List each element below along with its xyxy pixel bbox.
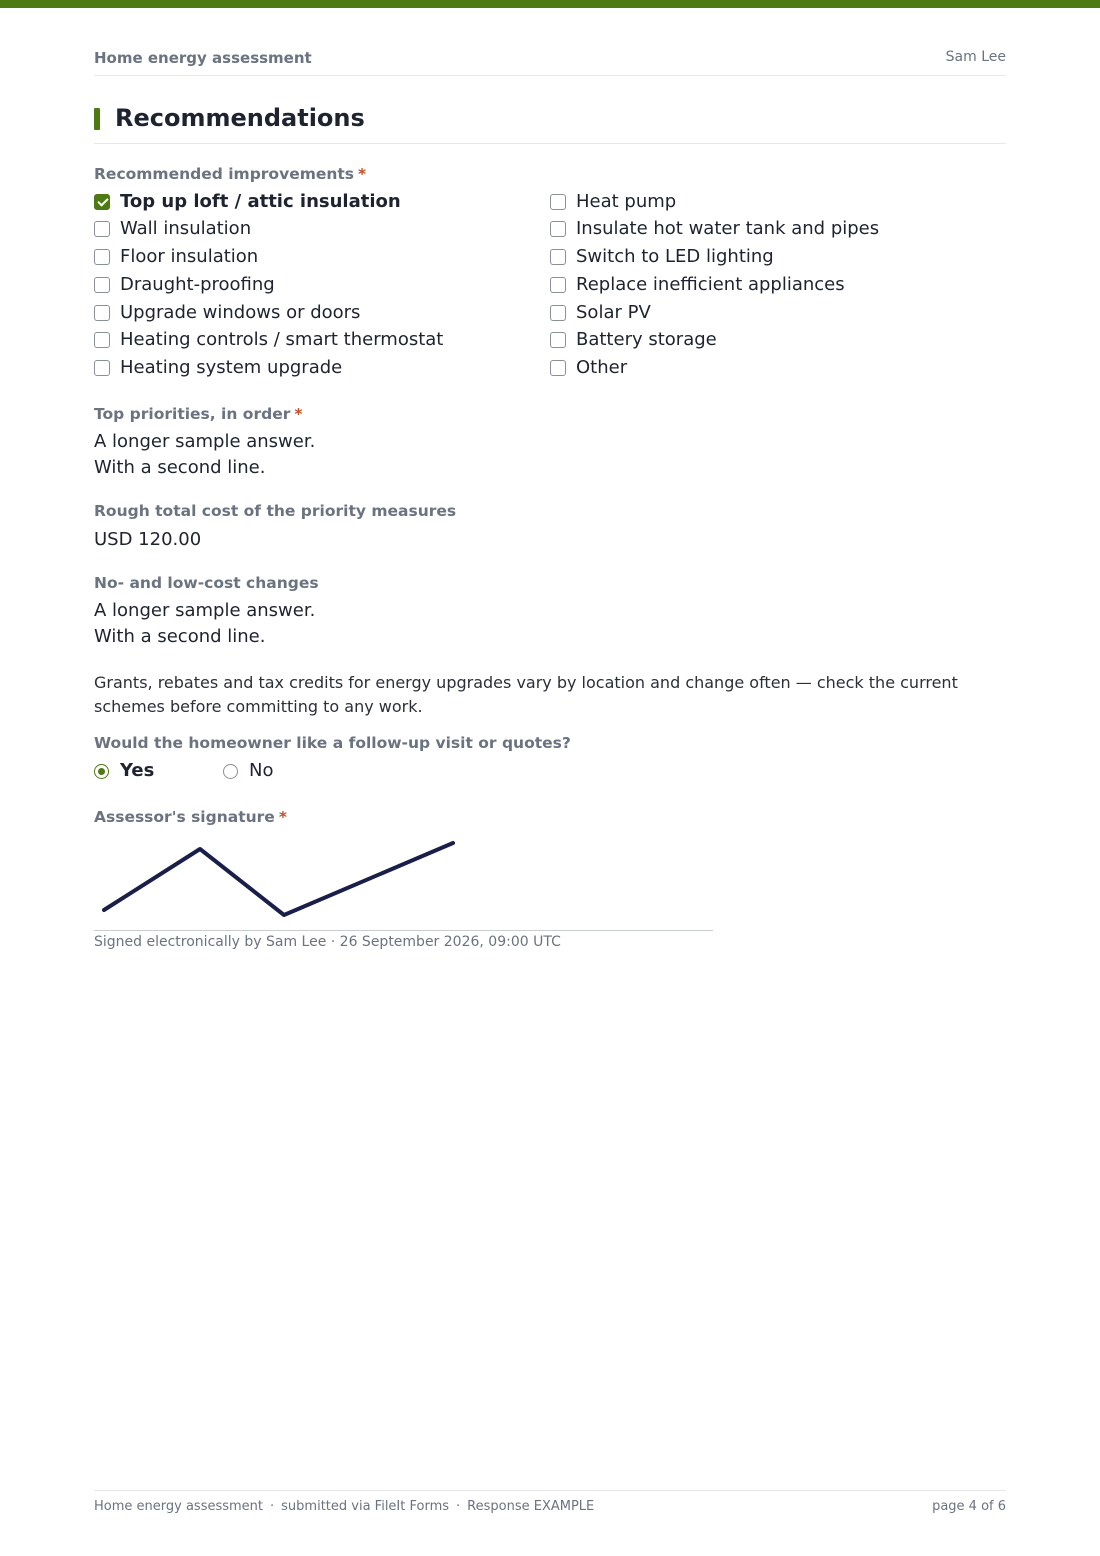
checkbox-checked[interactable] [94, 194, 110, 210]
option-label: Floor insulation [120, 246, 259, 267]
radio-label: No [249, 760, 274, 781]
signature-stroke [104, 843, 453, 915]
checkbox[interactable] [94, 221, 110, 237]
improvements-label-text: Recommended improvements [94, 165, 355, 183]
checkbox[interactable] [550, 332, 566, 348]
priorities-label-text: Top priorities, in order [94, 405, 291, 423]
low-cost-label-text: No- and low-cost changes [94, 574, 319, 592]
checkbox[interactable] [550, 194, 566, 210]
follow-up-label [94, 734, 571, 752]
option-label: Switch to LED lighting [576, 246, 774, 267]
checkbox[interactable] [94, 277, 110, 293]
option-label: Top up loft / attic insulation [120, 191, 401, 212]
checkbox[interactable] [550, 277, 566, 293]
signature-pad[interactable] [94, 832, 713, 931]
radio-dot[interactable] [223, 764, 238, 779]
footer-form-name: Home energy assessment [94, 1499, 264, 1514]
option-label: Other [576, 357, 628, 378]
low-cost-answer [94, 598, 315, 650]
section-title: Recommendations [115, 104, 365, 132]
footer-separator: · [270, 1499, 275, 1514]
priorities-label [94, 405, 302, 423]
checkbox[interactable] [550, 360, 566, 376]
low-cost-label [94, 574, 319, 592]
option-label: Solar PV [576, 302, 651, 323]
priorities-answer [94, 429, 315, 481]
page-footer [94, 1490, 1006, 1521]
answer-line: With a second line. [94, 457, 266, 478]
signature-caption: Signed electronically by Sam Lee · 26 September 2026, 09:00 UTC [94, 934, 561, 950]
respondent-name: Sam Lee [945, 49, 1006, 65]
option-label: Insulate hot water tank and pipes [576, 218, 880, 239]
follow-up-label-text: Would the homeowner like a follow-up visit or quotes? [94, 734, 571, 752]
checkbox[interactable] [94, 360, 110, 376]
section-heading [94, 104, 1006, 144]
required-marker: * [358, 165, 367, 183]
checkbox[interactable] [550, 221, 566, 237]
signature-label-text: Assessor's signature [94, 808, 275, 826]
footer-submitted-via: submitted via FileIt Forms [281, 1499, 450, 1514]
answer-line: With a second line. [94, 626, 266, 647]
grants-notice: Grants, rebates and tax credits for energy upgrades vary by location and change often — check the current schemes before committing to any work. [94, 673, 958, 716]
option-label: Heat pump [576, 191, 677, 212]
page-number: page 4 of 6 [932, 1499, 1006, 1514]
option-label: Replace inefficient appliances [576, 274, 845, 295]
checkbox[interactable] [94, 305, 110, 321]
answer-line: A longer sample answer. [94, 431, 316, 452]
option-label: Heating system upgrade [120, 357, 343, 378]
improvements-label [94, 165, 366, 183]
cost-answer: USD 120.00 [94, 529, 202, 550]
top-accent-bar [0, 0, 1100, 8]
footer-separator: · [456, 1499, 461, 1514]
option-label: Wall insulation [120, 218, 252, 239]
option-label: Heating controls / smart thermostat [120, 329, 444, 350]
footer-response: Response EXAMPLE [467, 1499, 595, 1514]
footer-meta [94, 1499, 594, 1514]
checkbox[interactable] [550, 305, 566, 321]
checkbox[interactable] [94, 332, 110, 348]
signature-drawing [94, 832, 713, 930]
answer-line: A longer sample answer. [94, 600, 316, 621]
option-label: Draught-proofing [120, 274, 275, 295]
option-label: Battery storage [576, 329, 717, 350]
running-header [94, 49, 1006, 76]
signature-label [94, 808, 287, 826]
radio-dot-selected[interactable] [94, 764, 109, 779]
cost-label [94, 502, 456, 520]
form-title: Home energy assessment [94, 49, 312, 67]
radio-label: Yes [120, 760, 155, 781]
cost-label-text: Rough total cost of the priority measures [94, 502, 457, 520]
checkbox[interactable] [550, 249, 566, 265]
required-marker: * [278, 808, 287, 826]
checkbox[interactable] [94, 249, 110, 265]
option-label: Upgrade windows or doors [120, 302, 361, 323]
required-marker: * [294, 405, 303, 423]
section-accent-bar [94, 108, 100, 130]
